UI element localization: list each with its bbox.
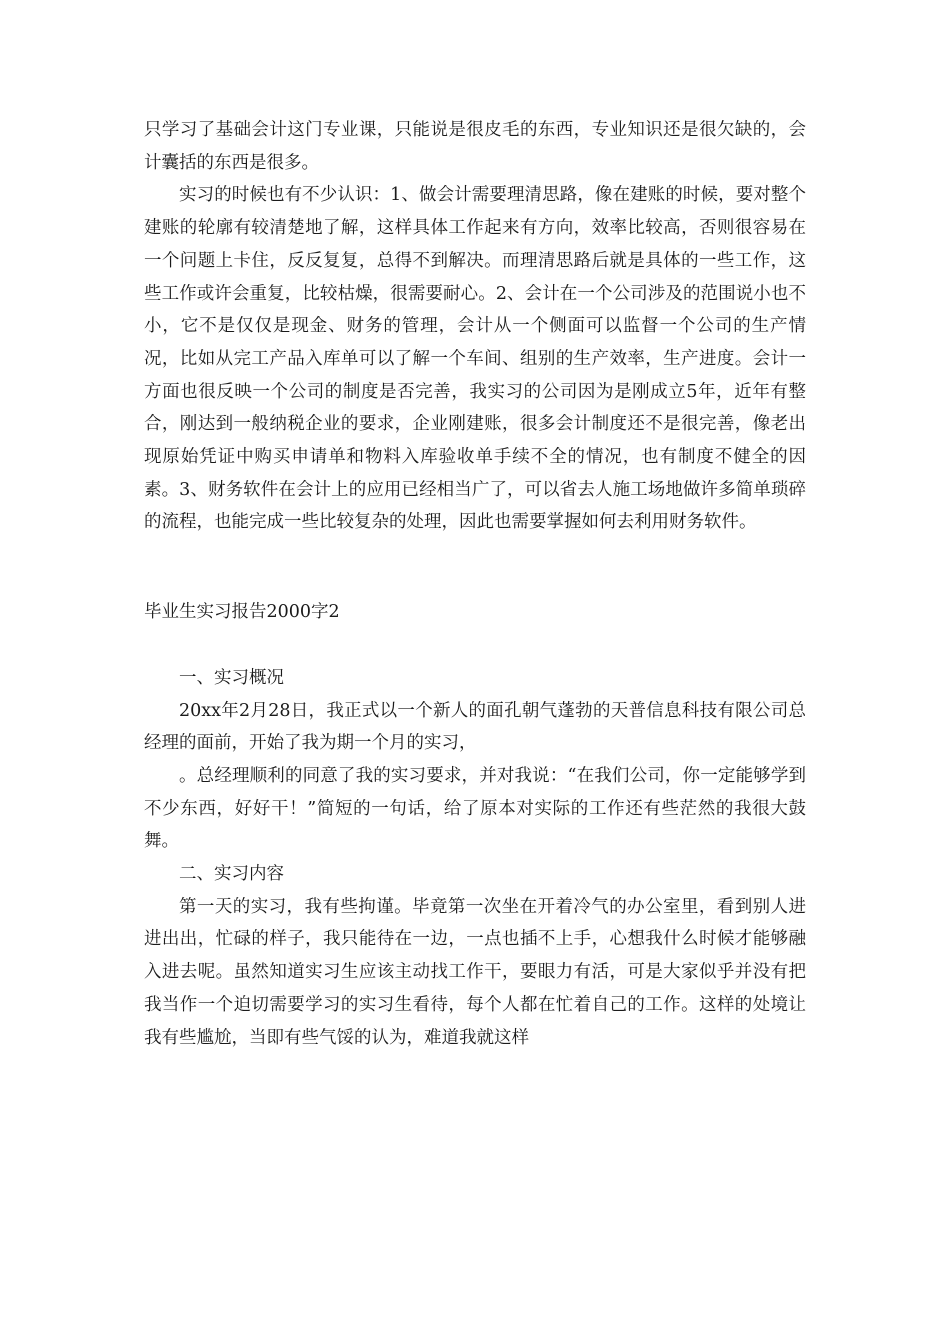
spacer: [144, 629, 806, 662]
document-page: [144, 114, 806, 1054]
paragraph-continuation: 只学习了基础会计这门专业课，只能说是很皮毛的东西，专业知识还是很欠缺的，会计囊括的东西是很多。: [144, 120, 806, 173]
paragraph-insights: 实习的时候也有不少认识：1、做会计需要理清思路，像在建账的时候，要对整个建账的轮廓有较清楚地了解，这样具体工作起来有方向，效率比较高，否则很容易在一个问题上卡住，反反复复，总得不到解决。而理清思路后就是具体的一些工作，这些工作或许会重复，比较枯燥，很需要耐心。2、会计在一个公司涉及的范围说小也不小，它不是仅仅是现金、财务的管理，会计从一个侧面可以监督一个公司的生产情况，比如从完工产品入库单可以了解一个车间、组别的生产效率，生产进度。会计一方面也很反映一个公司的制度是否完善，我实习的公司因为是刚成立5年，近年有整合，刚达到一般纳税企业的要求，企业刚建账，很多会计制度还不是很完善，像老出现原始凭证中购买申请单和物料入库验收单手续不全的情况，也有制度不健全的因素。3、财务软件在会计上的应用已经相当广了，可以省去人施工场地做许多简单琐碎的流程，也能完成一些比较复杂的处理，因此也需要掌握如何去利用财务软件。: [144, 185, 806, 533]
paragraph-overview-2: 。总经理顺利的同意了我的实习要求，并对我说：“在我们公司，你一定能够学到不少东西，好好干！”简短的一句话，给了原本对实际的工作还有些茫然的我很大鼓舞。: [144, 765, 806, 852]
paragraph-overview-1: 20xx年2月28日，我正式以一个新人的面孔朝气蓬勃的天普信息科技有限公司总经理的面前，开始了我为期一个月的实习，: [144, 700, 806, 754]
heading-overview: 一、实习概况: [179, 667, 284, 688]
paragraph-content-1: 第一天的实习，我有些拘谨。毕竟第一次坐在开着冷气的办公室里，看到别人进进出出，忙碌的样子，我只能待在一边，一点也插不上手，心想我什么时候才能够融入进去呢。虽然知道实习生应该主动找工作干，要眼力有活，可是大家似乎并没有把我当作一个迫切需要学习的实习生看待，每个人都在忙着自己的工作。这样的处境让我有些尴尬，当即有些气馁的认为，难道我就这样: [144, 896, 806, 1048]
section-title: 毕业生实习报告2000字2: [144, 602, 340, 623]
spacer: [144, 539, 806, 596]
heading-content: 二、实习内容: [179, 864, 284, 885]
